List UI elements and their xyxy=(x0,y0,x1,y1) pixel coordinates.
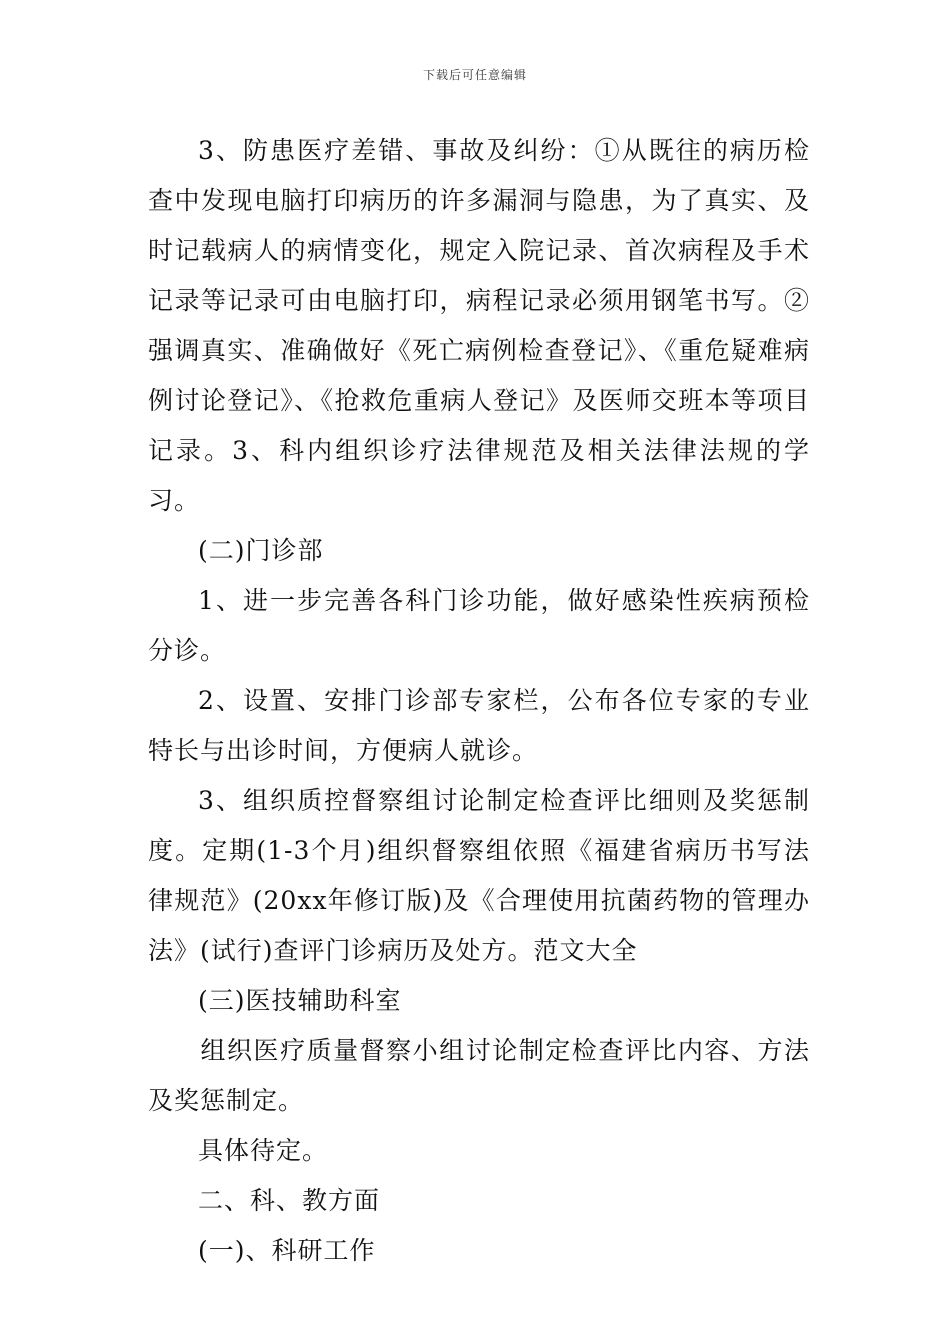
heading-science-education: 二、科、教方面 xyxy=(198,1186,381,1215)
header-note: 下载后可任意编辑 xyxy=(422,68,527,82)
paragraph-medical-tech: 组织医疗质量督察小组讨论制定检查评比内容、方法及奖惩制定。 xyxy=(148,1036,810,1115)
document-body xyxy=(148,126,810,1276)
paragraph-outpatient-2: 2、设置、安排门诊部专家栏，公布各位专家的专业特长与出诊时间，方便病人就诊。 xyxy=(148,686,810,765)
heading-medical-tech: (三)医技辅助科室 xyxy=(198,986,402,1015)
heading-outpatient: (二)门诊部 xyxy=(198,536,324,565)
paragraph-error-prevention: 3、防患医疗差错、事故及纠纷：①从既往的病历检查中发现电脑打印病历的许多漏洞与隐患，为了真实、及时记载病人的病情变化，规定入院记录、首次病程及手术记录等记录可由电脑打印，病程记录必须用钢笔书写。②强调真实、准确做好《死亡病例检查登记》、《重危疑难病例讨论登记》、《抢救危重病人登记》及医师交班本等项目记录。3、科内组织诊疗法律规范及相关法律法规的学习。 xyxy=(148,136,810,515)
heading-research: (一)、科研工作 xyxy=(198,1236,376,1265)
paragraph-tbd: 具体待定。 xyxy=(198,1136,329,1165)
paragraph-outpatient-1: 1、进一步完善各科门诊功能，做好感染性疾病预检分诊。 xyxy=(148,586,810,665)
paragraph-outpatient-3: 3、组织质控督察组讨论制定检查评比细则及奖惩制度。定期(1-3个月)组织督察组依照《福建省病历书写法律规范》(20xx年修订版)及《合理使用抗菌药物的管理办法》(试行)查评门诊病历及处方。范文大全 xyxy=(148,786,810,965)
